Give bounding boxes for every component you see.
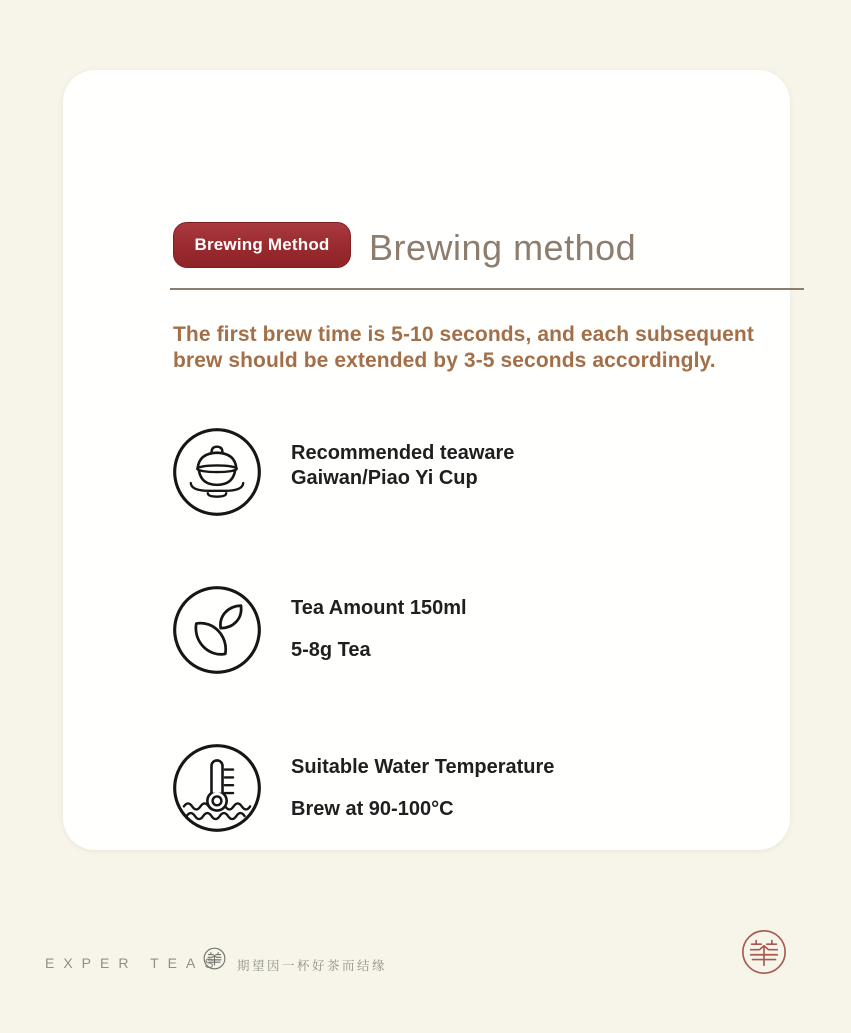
item-subtitle: 5-8g Tea xyxy=(291,639,371,661)
brand-tagline: 期望因一杯好茶而结缘 xyxy=(237,959,388,973)
page-title: Brewing method xyxy=(369,227,637,268)
tea-character-logo-icon xyxy=(203,947,226,970)
brand-name: EXPER TEAS xyxy=(45,955,223,971)
gaiwan-icon xyxy=(171,426,263,518)
section-badge: Brewing Method xyxy=(173,222,351,268)
item-subtitle: Gaiwan/Piao Yi Cup xyxy=(291,467,478,489)
item-text xyxy=(291,742,554,821)
item-subtitle: Brew at 90-100°C xyxy=(291,798,454,820)
item-title: Suitable Water Temperature xyxy=(291,756,555,778)
content-card xyxy=(63,70,790,850)
divider xyxy=(170,288,804,290)
tea-character-seal-icon xyxy=(741,929,787,975)
item-title: Recommended teaware xyxy=(291,442,515,464)
list-item-water-temperature xyxy=(171,742,554,834)
list-item-tea-amount xyxy=(171,584,467,676)
intro-text: The first brew time is 5-10 seconds, and each subsequent brew should be extended by 3-5 seconds accordingly. xyxy=(173,323,754,372)
thermometer-icon xyxy=(171,742,263,834)
item-text xyxy=(291,584,467,662)
item-text xyxy=(291,426,514,491)
item-title: Tea Amount 150ml xyxy=(291,597,467,619)
list-item-teaware xyxy=(171,426,514,518)
tea-leaves-icon xyxy=(171,584,263,676)
